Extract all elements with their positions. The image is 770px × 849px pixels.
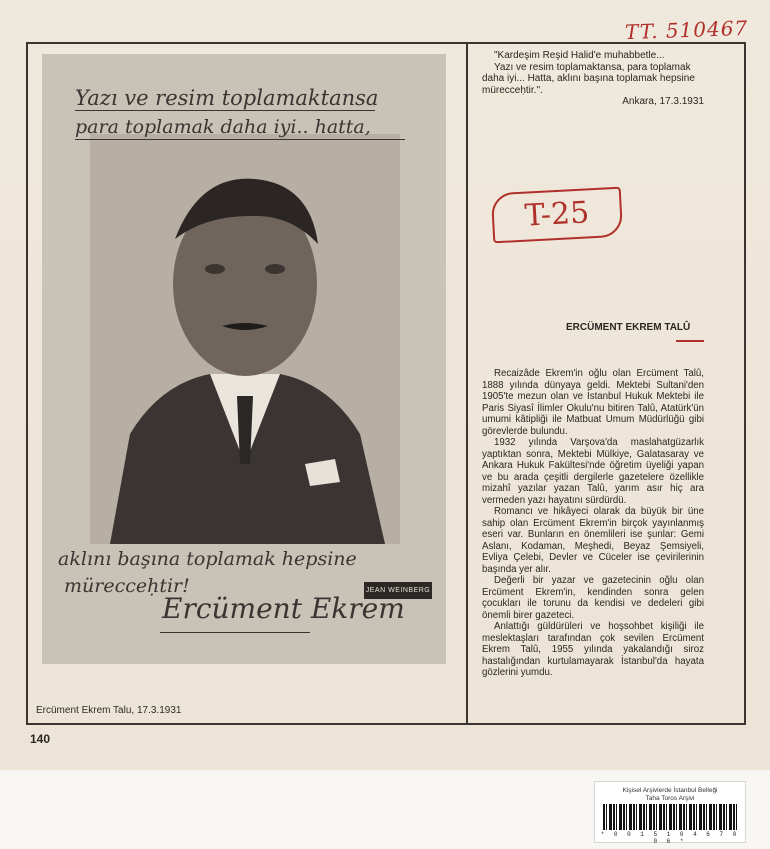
signed-portrait-photo: [42, 54, 446, 664]
portrait-image: [90, 134, 400, 544]
studio-stamp: JEAN WEINBERG: [364, 582, 432, 599]
quote-place-date: Ankara, 17.3.1931: [622, 96, 704, 107]
archive-reference-note: TT. 510467: [624, 15, 749, 45]
quote-line-2: Yazı ve resim toplamaktansa, para toplamak daha iyi... Hatta, aklını başına toplamak hepsine mürecceḥtir.".: [482, 61, 695, 96]
barcode-number: * 0 0 1 5 1 0 4 6 7 0 0 6 *: [600, 831, 740, 845]
signature-underline: [160, 632, 310, 633]
portrait-figure-illustration: [90, 134, 400, 544]
bio-paragraph: Romancı ve hikâyeci olarak da büyük bir üne sahip olan Ercüment Ekrem'in birçok yayınlanmış eseri var. Bunların en önemlileri ise şunlar: Gemi Aslanı, Kodaman, Meşhedi, Beyaz Şemsiyeli, Evliya Çelebi, Devler ve Cüceler ise çevirilerinin başında yer alır.: [482, 506, 704, 575]
handwriting-underline: [75, 139, 405, 140]
handwriting-line-4: mürecceḥtir!: [64, 575, 190, 597]
section-heading: ERCÜMENT EKREM TALÛ: [566, 322, 691, 333]
biography-text: [482, 368, 704, 679]
label-archive-title: Kişisel Arşivlerde İstanbul Belleği: [622, 787, 718, 794]
handwriting-line-3: aklını başına toplamak hepsine: [58, 548, 357, 570]
quote-line-1: "Kardeşim Reşid Halid'e muhabbetle...: [494, 50, 665, 61]
handwriting-underline: [75, 110, 375, 111]
handwriting-line-1: Yazı ve resim toplamaktansa: [75, 86, 379, 110]
photo-caption: Ercüment Ekrem Talu, 17.3.1931: [36, 705, 182, 716]
bio-paragraph: 1932 yılında Varşova'da maslahatgüzarlık yaptıktan sonra, Mektebi Mülkiye, Galatasaray ve Ankara Hukuk Fakültesi'nde öğretim üyeliği yapan ve bu arada çeşitli dergilerle gazetelere özellikle mizahî yazılar yazan Talû, yarım asır hiç ara vermeden yazı hayatını sürdürdü.: [482, 437, 704, 506]
bio-paragraph: Değerli bir yazar ve gazetecinin oğlu olan Ercüment Ekrem'in, kendinden sonra gelen çocukları ile torunu da kendisi ve dedeleri gibi önemli birer gazeteci.: [482, 575, 704, 621]
handwriting-line-2: para toplamak daha iyi.. hatta,: [75, 116, 371, 138]
barcode: [603, 804, 737, 830]
bio-paragraph: Recaizâde Ekrem'in oğlu olan Ercüment Talû, 1888 yılında dünyaya geldi. Mektebi Sultani'den 1905'te mezun olan ve İstanbul Hukuk Mektebi ile Paris Siyasî İlimler Okulu'nu bitiren Talû, Atatürk'ün umumi kâtipliği ile Matbuat Umum Müdürlüğü gibi görevlerde bulundu.: [482, 368, 704, 437]
heading-underline: [676, 340, 704, 342]
column-divider: [466, 42, 468, 725]
dedication-quote: [482, 50, 704, 108]
page-number: 140: [30, 732, 51, 746]
archive-mark-stamp: T-25: [491, 187, 623, 244]
archive-barcode-label: [594, 781, 746, 843]
bio-paragraph: Anlattığı güldürüleri ve hoşsohbet kişiliği ile meslektaşları tarafından çok sevilen Ercüment Ekrem Talû, 1955 yılında yakalandığı siroz hastalığından kurtulamayarak İstanbul'da hayata gözlerini yumdu.: [482, 621, 704, 678]
handwritten-signature: Ercüment Ekrem: [162, 592, 405, 625]
label-collection-name: Taha Toros Arşivi: [645, 795, 695, 802]
